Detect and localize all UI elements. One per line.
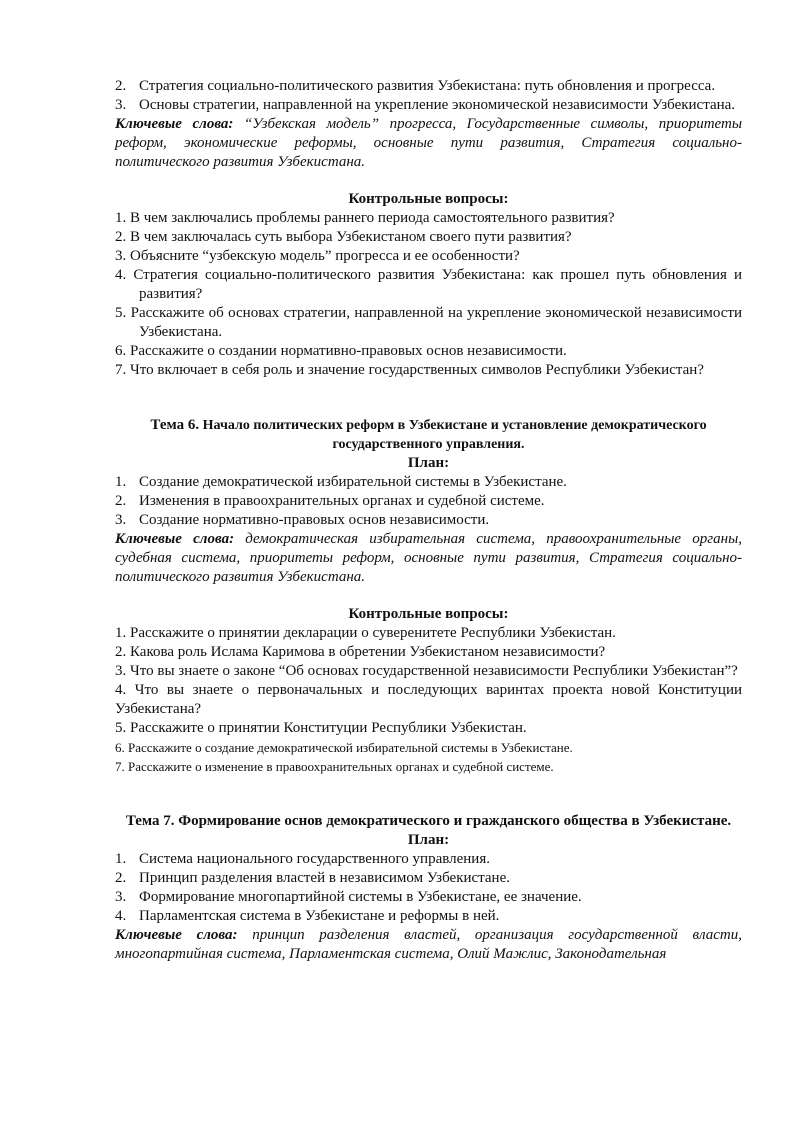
- item-number: 2.: [115, 493, 127, 509]
- list-item: [115, 850, 742, 869]
- question-item: 2. Какова роль Ислама Каримова в обретении Узбекистаном независимости?: [115, 644, 606, 660]
- question-item: 4. Что вы знаете о первоначальных и последующих варинтах проекта новой Конституции Узбекистана?: [115, 682, 742, 717]
- topic-7-keywords: [115, 926, 742, 964]
- question-item: 5. Расскажите о принятии Конституции Республики Узбекистан.: [115, 720, 527, 736]
- item-number: 1.: [115, 851, 127, 867]
- item-number: 3.: [115, 97, 127, 113]
- keywords-text: принцип разделения властей, организация государственной власти, многопартийная система, Парламентская система, Олий Мажлис, Законодательная: [115, 927, 742, 962]
- item-text: Создание нормативно-правовых основ независимости.: [139, 512, 490, 528]
- item-number: 1.: [115, 474, 127, 490]
- list-item: [115, 77, 742, 96]
- list-item: [115, 473, 742, 492]
- item-text: Формирование многопартийной системы в Узбекистане, ее значение.: [139, 889, 582, 905]
- item-text: Основы стратегии, направленной на укрепление экономической независимости Узбекистана.: [139, 97, 736, 113]
- control-questions-heading: Контрольные вопросы:: [348, 191, 509, 207]
- item-number: 4.: [115, 908, 127, 924]
- item-text: Стратегия социально-политического развития Узбекистана: путь обновления и прогресса.: [139, 78, 716, 94]
- item-text: Система национального государственного управления.: [139, 851, 490, 867]
- item-text: Создание демократической избирательной системы в Узбекистане.: [139, 474, 567, 490]
- keywords-label: Ключевые слова:: [115, 531, 235, 547]
- topic-6-title: [115, 416, 742, 454]
- list-item: [115, 492, 742, 511]
- question-item: 3. Объясните “узбекскую модель” прогресса и ее особенности?: [115, 248, 520, 264]
- list-item: [115, 511, 742, 530]
- intro-keywords: [115, 115, 742, 172]
- question-item: 7. Расскажите о изменение в правоохранительных органах и судебной системе.: [115, 759, 554, 774]
- intro-plan-list: [115, 77, 742, 115]
- topic-7-title: Тема 7. Формирование основ демократического и гражданского общества в Узбекистане.: [125, 813, 732, 829]
- question-item: 4. Стратегия социально-политического развития Узбекистана: как прошел путь обновления и развития?: [115, 267, 742, 302]
- topic-6-questions-heading: Контрольные вопросы:: [348, 606, 509, 622]
- control-questions-list: [115, 209, 742, 380]
- item-number: 3.: [115, 512, 127, 528]
- item-number: 2.: [115, 870, 127, 886]
- question-item: 6. Расскажите о создание демократической избирательной системы в Узбекистане.: [115, 740, 573, 755]
- keywords-label: Ключевые слова:: [115, 116, 234, 132]
- topic-6-prefix: Тема 6.: [150, 417, 200, 433]
- list-item: [115, 888, 742, 907]
- topic-7-plan-heading: План:: [407, 832, 450, 848]
- list-item: [115, 869, 742, 888]
- item-number: 2.: [115, 78, 127, 94]
- item-text: Изменения в правоохранительных органах и судебной системе.: [139, 493, 545, 509]
- question-item: 6. Расскажите о создании нормативно-правовых основ независимости.: [115, 343, 567, 359]
- question-item: 1. В чем заключались проблемы раннего периода самостоятельного развития?: [115, 210, 615, 226]
- topic-6-title-text: Начало политических реформ в Узбекистане и установление демократического государственного управления.: [199, 418, 707, 452]
- question-item: 2. В чем заключалась суть выбора Узбекистаном своего пути развития?: [115, 229, 572, 245]
- topic-6-plan-heading: План:: [407, 455, 450, 471]
- list-item: [115, 907, 742, 926]
- topic-6-questions-list: [115, 624, 742, 776]
- keywords-label: Ключевые слова:: [115, 927, 238, 943]
- item-text: Парламентская система в Узбекистане и реформы в ней.: [139, 908, 500, 924]
- item-number: 3.: [115, 889, 127, 905]
- list-item: [115, 96, 742, 115]
- keywords-text: “Узбекская модель” прогресса, Государственные символы, приоритеты реформ, экономические реформы, основные пути развития, Стратегия социально-политического развития Узбекистана.: [115, 116, 742, 170]
- question-item: 3. Что вы знаете о законе “Об основах государственной независимости Республики Узбекистан”?: [115, 663, 738, 679]
- keywords-text: демократическая избирательная система, правоохранительные органы, судебная система, приоритеты реформ, основные пути развития, Стратегия социально-политического развития Узбекистана.: [115, 531, 742, 585]
- question-item: 1. Расскажите о принятии декларации о суверенитете Республики Узбекистан.: [115, 625, 616, 641]
- question-item: 7. Что включает в себя роль и значение государственных символов Республики Узбекистан?: [115, 362, 704, 378]
- topic-6-plan-list: [115, 473, 742, 530]
- topic-7-plan-list: [115, 850, 742, 926]
- topic-6-keywords: [115, 530, 742, 587]
- question-item: 5. Расскажите об основах стратегии, направленной на укрепление экономической независимости Узбекистана.: [115, 305, 742, 340]
- item-text: Принцип разделения властей в независимом Узбекистане.: [139, 870, 510, 886]
